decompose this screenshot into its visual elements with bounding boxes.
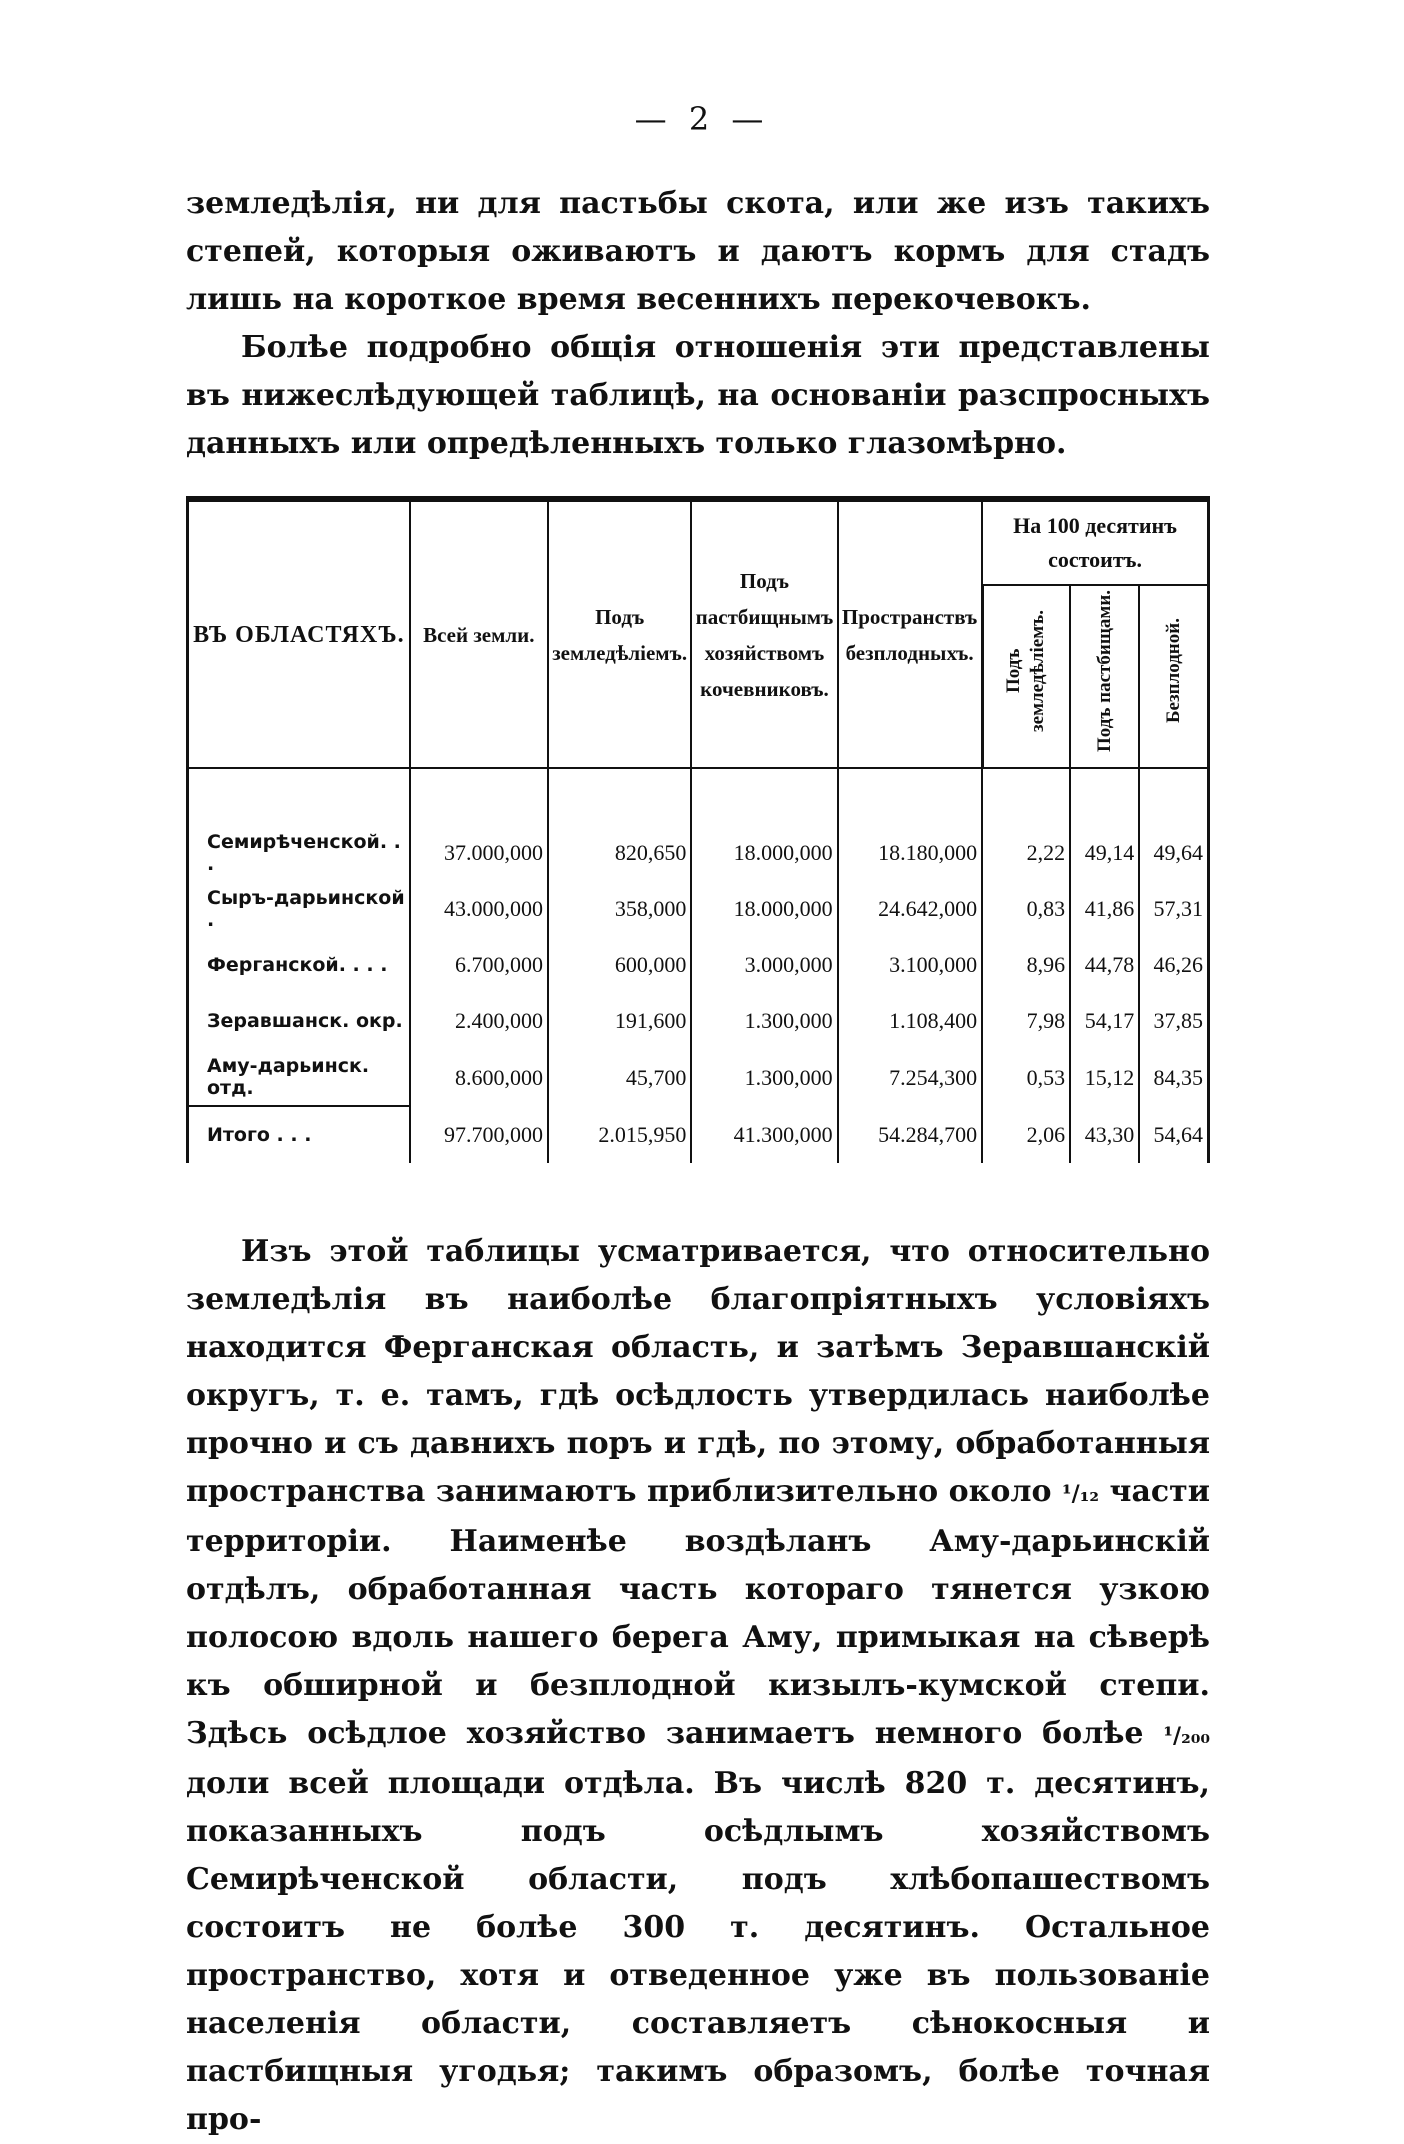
row-region: Ферганской. . . . <box>188 937 410 993</box>
cell-pasture: 18.000,000 <box>691 881 837 937</box>
cell-pct-barren: 49,64 <box>1139 825 1208 881</box>
total-cell-pct-pasture: 43,30 <box>1070 1106 1139 1163</box>
cell-pct-barren: 46,26 <box>1139 937 1208 993</box>
cell-agriculture: 820,650 <box>548 825 691 881</box>
fraction-one-two-hundredth: ¹/₂₀₀ <box>1163 1723 1210 1749</box>
cell-total: 43.000,000 <box>410 881 548 937</box>
total-cell-pasture: 41.300,000 <box>691 1106 837 1163</box>
spacer-row <box>188 768 1209 825</box>
total-row <box>188 1106 1209 1163</box>
row-region: Аму-дарьинск. отд. <box>188 1049 410 1106</box>
statistics-table-container <box>186 496 1210 1196</box>
cell-pct-pasture: 15,12 <box>1070 1049 1139 1106</box>
header-pct-agriculture-label: Подъ земледѣліемъ. <box>1003 610 1049 733</box>
table-row <box>188 993 1209 1049</box>
header-agriculture: Подъ земледѣліемъ. <box>548 499 691 768</box>
cell-pct-pasture: 41,86 <box>1070 881 1139 937</box>
cell-pct-pasture: 44,78 <box>1070 937 1139 993</box>
cell-pct-agriculture: 2,22 <box>982 825 1070 881</box>
cell-total: 6.700,000 <box>410 937 548 993</box>
table-row <box>188 1049 1209 1106</box>
table-row <box>188 937 1209 993</box>
cell-pct-agriculture: 0,83 <box>982 881 1070 937</box>
cell-agriculture: 45,700 <box>548 1049 691 1106</box>
header-pct-pasture <box>1070 585 1139 768</box>
cell-total: 37.000,000 <box>410 825 548 881</box>
cell-agriculture: 191,600 <box>548 993 691 1049</box>
header-region: ВЪ ОБЛАСТЯХЪ. <box>188 499 410 768</box>
total-cell-pct-barren: 54,64 <box>1139 1106 1208 1163</box>
total-cell-total: 97.700,000 <box>410 1106 548 1163</box>
cell-pct-barren: 57,31 <box>1139 881 1208 937</box>
cell-pct-agriculture: 0,53 <box>982 1049 1070 1106</box>
cell-total: 2.400,000 <box>410 993 548 1049</box>
cell-barren: 24.642,000 <box>838 881 982 937</box>
cell-pasture: 18.000,000 <box>691 825 837 881</box>
table-row <box>188 825 1209 881</box>
body-text-part-2: части территоріи. Наименѣе воздѣланъ Аму-дарьинскій отдѣлъ, обработанная часть котораго тянется узкою полосою вдоль нашего берега Аму, примыкая на сѣверѣ къ обширной и безплодной кизылъ-кумской степи. Здѣсь осѣдлое хозяйство занимаетъ немного болѣе <box>186 1474 1211 1751</box>
cell-barren: 7.254,300 <box>838 1049 982 1106</box>
header-pct-barren-label: Безплодной. <box>1162 618 1184 724</box>
header-pct-agriculture <box>982 585 1070 768</box>
cell-pct-agriculture: 8,96 <box>982 937 1070 993</box>
cell-barren: 3.100,000 <box>838 937 982 993</box>
cell-total: 8.600,000 <box>410 1049 548 1106</box>
intro-paragraph-1: земледѣлія, ни для пастьбы скота, или же изъ такихъ степей, которыя оживаютъ и даютъ кормъ для стадъ лишь на короткое время весеннихъ перекочевокъ. <box>186 186 1210 317</box>
table-row <box>188 881 1209 937</box>
total-cell-agriculture: 2.015,950 <box>548 1106 691 1163</box>
header-pct-pasture-label: Подъ пастбищами. <box>1093 590 1115 753</box>
cell-pct-pasture: 54,17 <box>1070 993 1139 1049</box>
header-pasture: Подъ пастбищнымъ хозяйствомъ кочевниковъ. <box>691 499 837 768</box>
header-pct-barren <box>1139 585 1208 768</box>
header-total-land: Всей земли. <box>410 499 548 768</box>
header-barren: Пространствъ безплодныхъ. <box>838 499 982 768</box>
intro-paragraph-2: Болѣе подробно общія отношенія эти представлены въ нижеслѣдующей таблицѣ, на основаніи разспросныхъ данныхъ или опредѣленныхъ только глазомѣрно. <box>186 330 1210 461</box>
cell-pct-barren: 37,85 <box>1139 993 1208 1049</box>
header-per-100: На 100 десятинъ состоитъ. <box>982 499 1208 585</box>
intro-text <box>186 180 1210 468</box>
cell-pasture: 3.000,000 <box>691 937 837 993</box>
cell-barren: 18.180,000 <box>838 825 982 881</box>
row-region: Сыръ-дарьинской . <box>188 881 410 937</box>
cell-pasture: 1.300,000 <box>691 993 837 1049</box>
cell-pct-agriculture: 7,98 <box>982 993 1070 1049</box>
land-use-table <box>186 496 1210 1163</box>
cell-pct-barren: 84,35 <box>1139 1049 1208 1106</box>
cell-agriculture: 358,000 <box>548 881 691 937</box>
body-text-part-3: доли всей площади отдѣла. Въ числѣ 820 т. десятинъ, показанныхъ подъ осѣдлымъ хозяйствомъ Семирѣченской области, подъ хлѣбопашествомъ состоитъ не болѣе 300 т. десятинъ. Остальное пространство, хотя и отведенное уже въ пользованіе населенія области, составляетъ сѣнокосныя и пастбищныя угодья; такимъ образомъ, болѣе точная про- <box>186 1766 1210 2137</box>
cell-pct-pasture: 49,14 <box>1070 825 1139 881</box>
total-label: Итого . . . <box>188 1106 410 1163</box>
body-paragraph-text <box>186 1228 1210 2144</box>
fraction-one-twelfth: ¹/₁₂ <box>1062 1481 1099 1507</box>
cell-barren: 1.108,400 <box>838 993 982 1049</box>
cell-agriculture: 600,000 <box>548 937 691 993</box>
body-paragraph <box>186 1228 1210 2144</box>
row-region: Семирѣченской. . . <box>188 825 410 881</box>
row-region: Зеравшанск. окр. <box>188 993 410 1049</box>
page-number: — 2 — <box>634 100 770 138</box>
cell-pasture: 1.300,000 <box>691 1049 837 1106</box>
total-cell-barren: 54.284,700 <box>838 1106 982 1163</box>
body-text-part-1: Изъ этой таблицы усматривается, что относительно земледѣлія въ наиболѣе благопріятныхъ условіяхъ находится Ферганская область, и затѣмъ Зеравшанскій округъ, т. е. тамъ, гдѣ осѣдлость утвердилась наиболѣе прочно и съ давнихъ поръ и гдѣ, по этому, обработанныя пространства занимаютъ приблизительно около <box>186 1234 1210 1509</box>
total-cell-pct-agriculture: 2,06 <box>982 1106 1070 1163</box>
